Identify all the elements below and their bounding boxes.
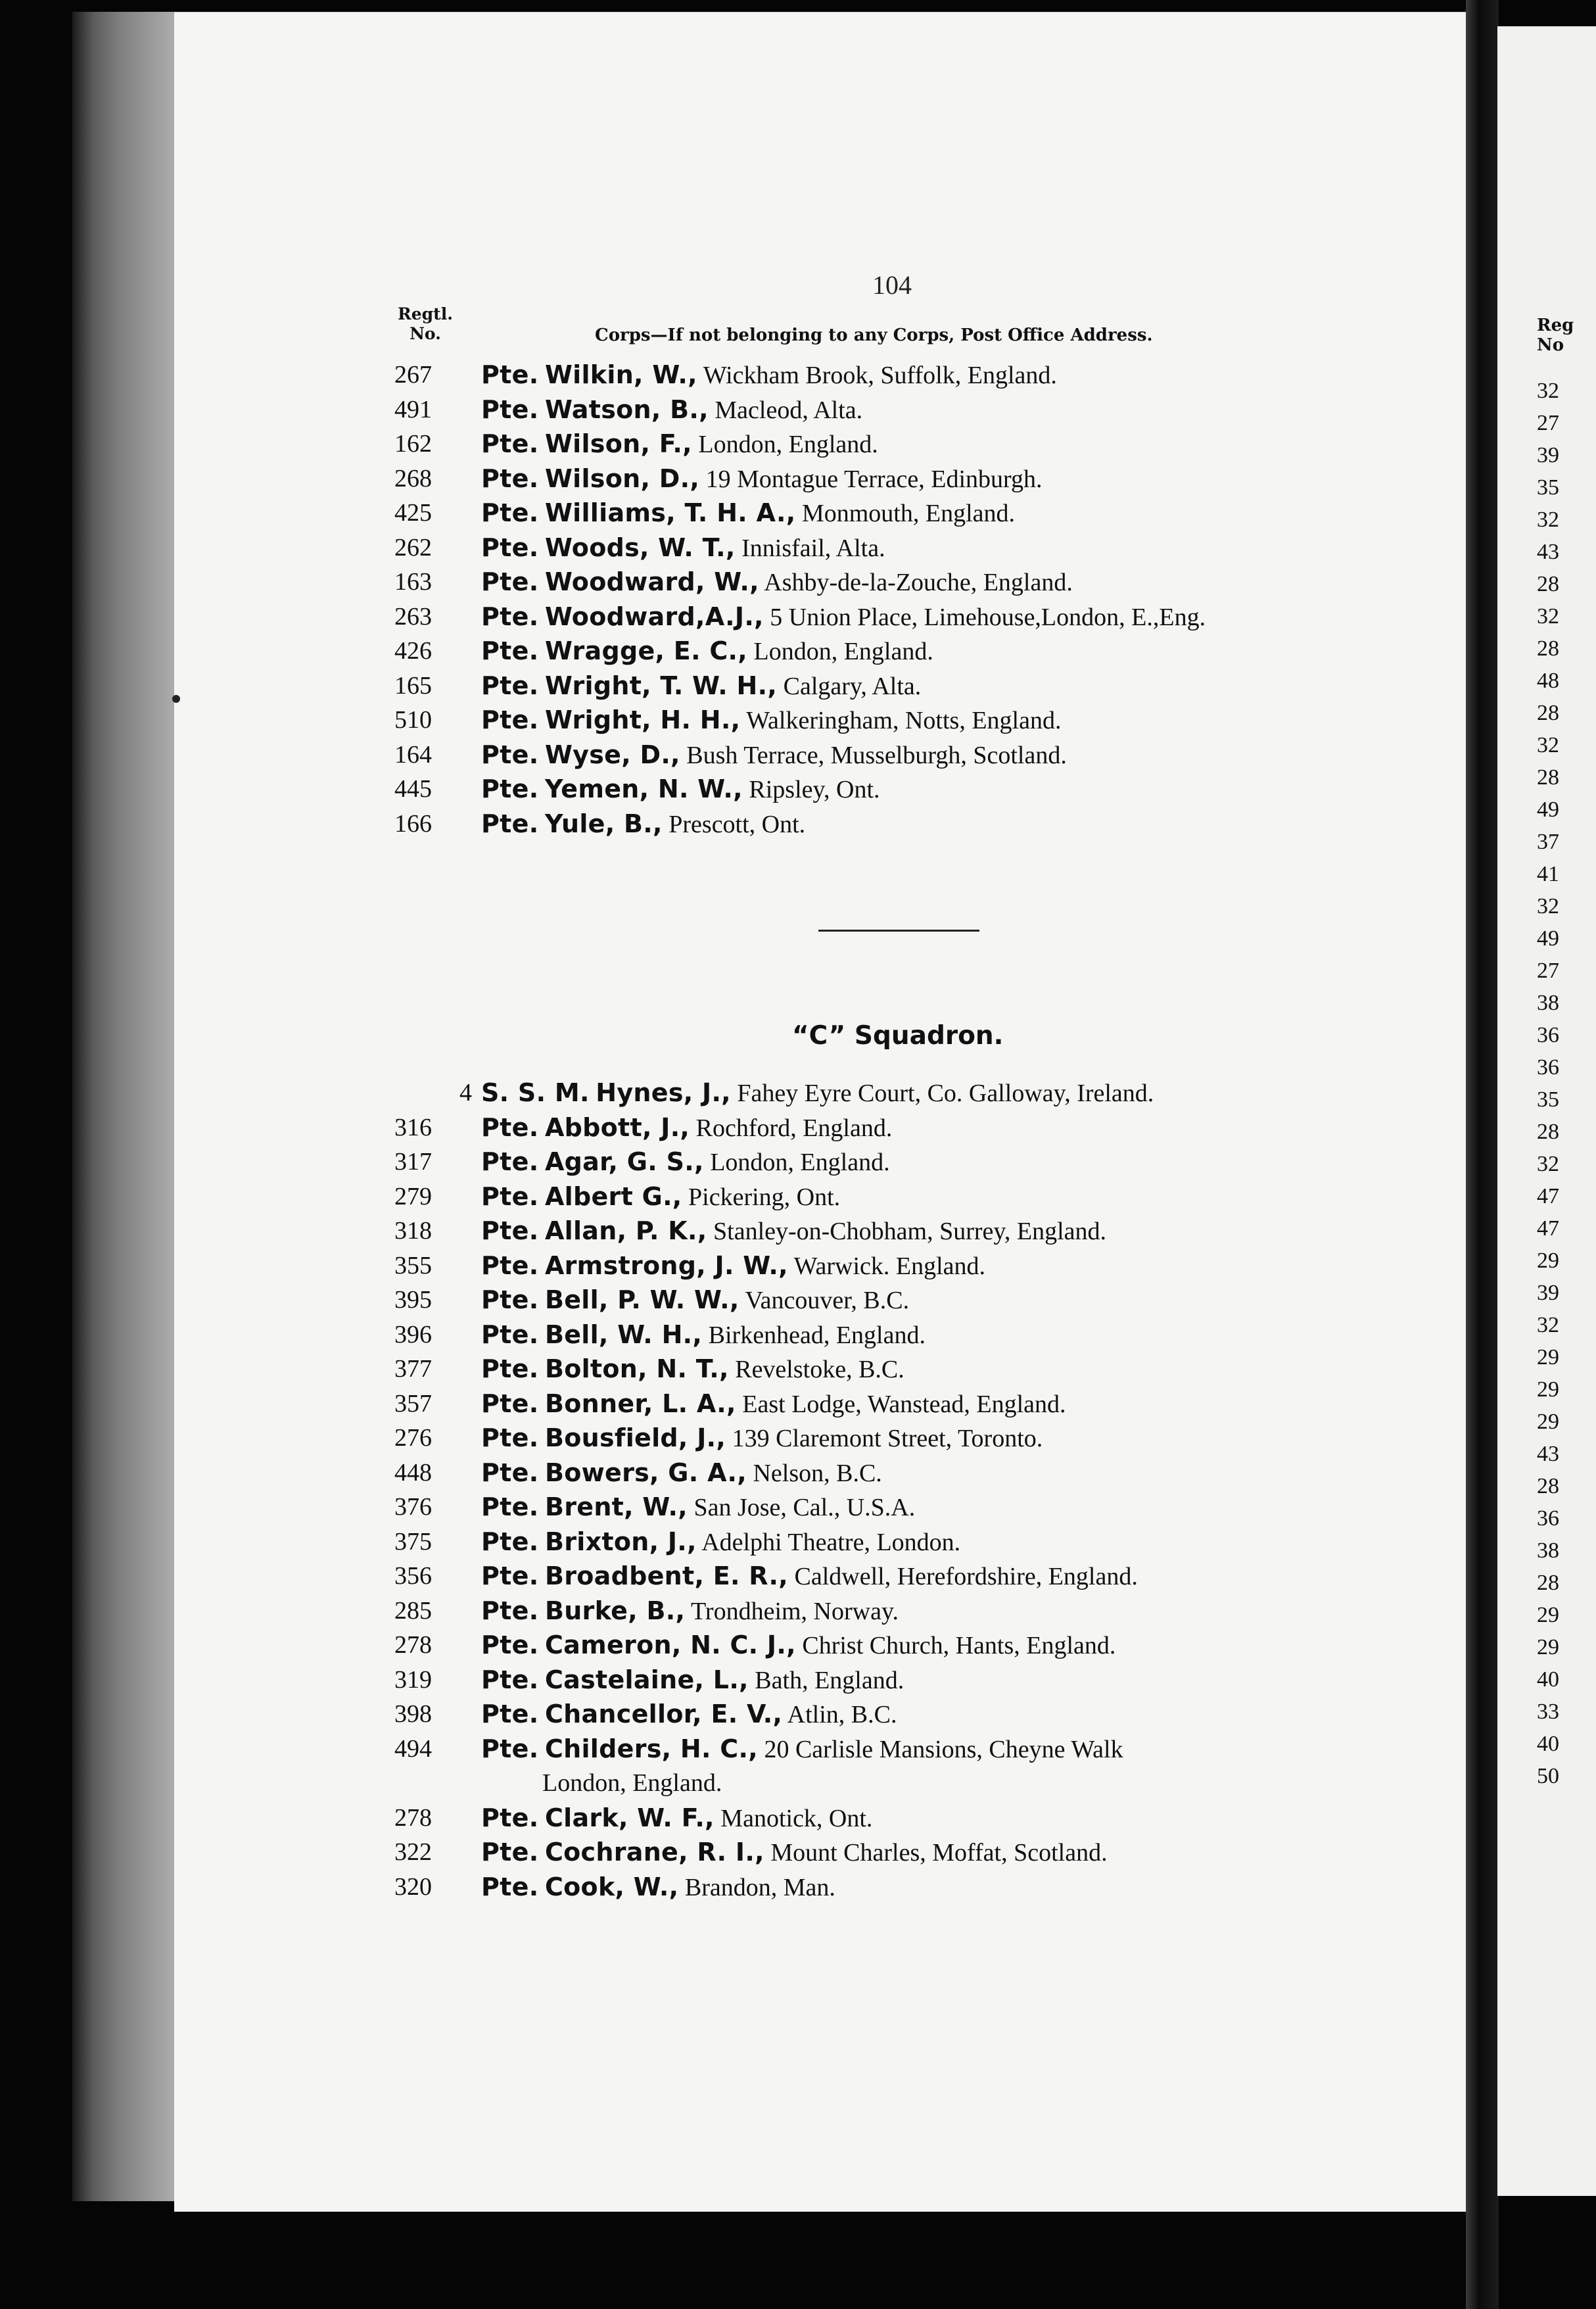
roster-entry-text bbox=[481, 1249, 985, 1284]
soldier-name: Woods, W. T., bbox=[544, 533, 736, 562]
rank: Pte. bbox=[481, 533, 539, 562]
address: London, England. bbox=[698, 431, 878, 458]
facing-page-number: 47 bbox=[1537, 1184, 1559, 1208]
facing-page-number: 28 bbox=[1537, 572, 1559, 596]
facing-page-number: 43 bbox=[1537, 540, 1559, 564]
roster-entry bbox=[0, 565, 1466, 600]
roster-entry bbox=[0, 496, 1466, 531]
soldier-name: Broadbent, E. R., bbox=[544, 1561, 789, 1590]
facing-page-number: 47 bbox=[1537, 1216, 1559, 1241]
facing-page-number: 49 bbox=[1537, 926, 1559, 951]
roster-entry bbox=[0, 1249, 1466, 1283]
rank: Pte. bbox=[481, 1700, 539, 1728]
address: Macleod, Alta. bbox=[715, 396, 863, 424]
rank: Pte. bbox=[481, 429, 539, 458]
roster-entry-line bbox=[0, 1732, 1466, 1767]
regimental-number: 317 bbox=[394, 1148, 432, 1176]
rank: Pte. bbox=[481, 671, 539, 700]
facing-page-number: 41 bbox=[1537, 862, 1559, 886]
facing-page-number: 29 bbox=[1537, 1249, 1559, 1273]
roster-entry-text bbox=[481, 1628, 1115, 1663]
rank: Pte. bbox=[481, 1665, 539, 1694]
regimental-number: 376 bbox=[394, 1493, 432, 1521]
roster-entry-text bbox=[481, 772, 880, 807]
address: Pickering, Ont. bbox=[688, 1183, 841, 1211]
roster-list-c-squadron bbox=[0, 1076, 1466, 1904]
address-continuation: London, England. bbox=[542, 1769, 722, 1797]
soldier-name: Brixton, J., bbox=[544, 1527, 697, 1556]
regimental-number: 276 bbox=[394, 1424, 432, 1452]
roster-entry bbox=[0, 1214, 1466, 1249]
soldier-name: Williams, T. H. A., bbox=[544, 498, 796, 527]
facing-page-number: 40 bbox=[1537, 1667, 1559, 1692]
facing-page-number: 35 bbox=[1537, 1087, 1559, 1112]
facing-page-number: 39 bbox=[1537, 1281, 1559, 1305]
roster-entry bbox=[0, 1456, 1466, 1490]
address: Revelstoke, B.C. bbox=[735, 1356, 904, 1383]
rank: Pte. bbox=[481, 1181, 539, 1211]
roster-entry-text bbox=[481, 1110, 892, 1146]
roster-entry-text bbox=[481, 462, 1043, 497]
regimental-number: 262 bbox=[394, 533, 432, 561]
address: Adelphi Theatre, London. bbox=[701, 1528, 961, 1556]
roster-entry bbox=[0, 1490, 1466, 1525]
roster-entry bbox=[0, 1110, 1466, 1145]
soldier-name: Armstrong, J. W., bbox=[544, 1250, 788, 1280]
roster-entry bbox=[0, 531, 1466, 565]
address: 5 Union Place, Limehouse,London, E.,Eng. bbox=[770, 603, 1206, 631]
facing-page-number: 29 bbox=[1537, 1603, 1559, 1627]
facing-page-number: 32 bbox=[1537, 1313, 1559, 1337]
regimental-number: 375 bbox=[394, 1527, 432, 1556]
roster-entry-text bbox=[481, 1145, 890, 1180]
facing-page-number: 29 bbox=[1537, 1635, 1559, 1659]
rank: Pte. bbox=[481, 1631, 539, 1659]
facing-page-number: 49 bbox=[1537, 797, 1559, 822]
facing-page-number: 29 bbox=[1537, 1410, 1559, 1434]
rank: Pte. bbox=[481, 1458, 539, 1487]
rank: Pte. bbox=[481, 1423, 539, 1452]
rank: Pte. bbox=[481, 1527, 539, 1556]
address: Wickham Brook, Suffolk, England. bbox=[703, 362, 1057, 389]
facing-page-number: 35 bbox=[1537, 475, 1559, 500]
roster-entry bbox=[0, 600, 1466, 634]
regimental-number: 355 bbox=[394, 1251, 432, 1279]
rank: Pte. bbox=[481, 774, 539, 803]
facing-page-number: 33 bbox=[1537, 1700, 1559, 1724]
roster-entry bbox=[0, 1421, 1466, 1456]
soldier-name: Clark, W. F., bbox=[544, 1803, 715, 1832]
roster-entry bbox=[0, 462, 1466, 496]
regimental-number: 4 bbox=[459, 1079, 472, 1107]
roster-entry-text bbox=[481, 1076, 1154, 1111]
roster-entry-text bbox=[481, 1870, 835, 1905]
roster-entry bbox=[0, 1076, 1466, 1110]
regimental-number: 166 bbox=[394, 809, 432, 838]
regimental-number: 163 bbox=[394, 568, 432, 596]
roster-entry bbox=[0, 358, 1466, 393]
column-header-regtl: Regtl. bbox=[398, 304, 453, 323]
roster-entry bbox=[0, 772, 1466, 807]
facing-header-line2: No bbox=[1537, 335, 1564, 355]
facing-page-number: 38 bbox=[1537, 991, 1559, 1015]
roster-entry-text bbox=[481, 1732, 1123, 1767]
facing-page-number: 29 bbox=[1537, 1377, 1559, 1402]
address: London, England. bbox=[710, 1149, 890, 1176]
rank: Pte. bbox=[481, 705, 539, 734]
roster-entry-text bbox=[481, 1352, 904, 1387]
soldier-name: Cook, W., bbox=[544, 1872, 679, 1901]
roster-entry-text bbox=[481, 1663, 904, 1698]
roster-entry-text bbox=[481, 703, 1061, 738]
facing-page-number: 28 bbox=[1537, 636, 1559, 661]
regimental-number: 426 bbox=[394, 637, 432, 665]
page-number: 104 bbox=[872, 270, 912, 300]
facing-page-number: 32 bbox=[1537, 604, 1559, 629]
rank: Pte. bbox=[481, 1216, 539, 1245]
roster-list-w bbox=[0, 358, 1466, 841]
facing-page-number: 39 bbox=[1537, 443, 1559, 467]
facing-page-fragment bbox=[1497, 26, 1596, 2196]
address: Vancouver, B.C. bbox=[745, 1287, 910, 1314]
roster-entry-text bbox=[481, 1318, 926, 1353]
regimental-number: 318 bbox=[394, 1217, 432, 1245]
facing-page-number: 32 bbox=[1537, 1152, 1559, 1176]
rank: Pte. bbox=[481, 464, 539, 493]
roster-entry-text bbox=[481, 393, 862, 428]
rank: Pte. bbox=[481, 1285, 539, 1314]
roster-entry bbox=[0, 1145, 1466, 1179]
roster-entry-text bbox=[481, 738, 1067, 773]
soldier-name: Allan, P. K., bbox=[544, 1216, 707, 1245]
regimental-number: 267 bbox=[394, 361, 432, 389]
rank: Pte. bbox=[481, 567, 539, 596]
address: Christ Church, Hants, England. bbox=[802, 1632, 1116, 1659]
address: 19 Montague Terrace, Edinburgh. bbox=[705, 465, 1043, 493]
facing-page-number: 36 bbox=[1537, 1506, 1559, 1531]
roster-entry bbox=[0, 1801, 1466, 1836]
soldier-name: Cameron, N. C. J., bbox=[544, 1631, 796, 1659]
roster-entry-text bbox=[481, 1421, 1043, 1456]
roster-entry bbox=[0, 1663, 1466, 1698]
address: San Jose, Cal., U.S.A. bbox=[693, 1494, 916, 1521]
regimental-number: 396 bbox=[394, 1320, 432, 1348]
rank: S. S. M. bbox=[481, 1078, 590, 1107]
roster-entry bbox=[0, 807, 1466, 842]
roster-entry bbox=[0, 1628, 1466, 1663]
soldier-name: Hynes, J., bbox=[596, 1078, 731, 1107]
address: Trondheim, Norway. bbox=[691, 1597, 899, 1625]
address: East Lodge, Wanstead, England. bbox=[742, 1390, 1066, 1418]
rank: Pte. bbox=[481, 602, 539, 631]
soldier-name: Bolton, N. T., bbox=[544, 1354, 729, 1383]
regimental-number: 494 bbox=[394, 1734, 432, 1763]
soldier-name: Wright, H. H., bbox=[544, 705, 741, 734]
facing-page-number: 27 bbox=[1537, 411, 1559, 435]
roster-entry bbox=[0, 1318, 1466, 1352]
roster-entry bbox=[0, 1870, 1466, 1905]
roster-entry-text bbox=[481, 358, 1057, 393]
roster-entry bbox=[0, 1732, 1466, 1801]
roster-entry bbox=[0, 738, 1466, 773]
soldier-name: Burke, B., bbox=[544, 1596, 686, 1625]
soldier-name: Yemen, N. W., bbox=[544, 774, 743, 803]
roster-entry-text bbox=[481, 1801, 872, 1836]
soldier-name: Abbott, J., bbox=[544, 1112, 690, 1142]
soldier-name: Wright, T. W. H., bbox=[544, 671, 778, 700]
roster-entry bbox=[0, 1179, 1466, 1214]
address: Walkeringham, Notts, England. bbox=[746, 707, 1062, 734]
soldier-name: Bell, P. W. W., bbox=[544, 1285, 739, 1314]
column-header-no: No. bbox=[410, 324, 441, 343]
regimental-number: 165 bbox=[394, 671, 432, 700]
facing-page-number: 32 bbox=[1537, 733, 1559, 757]
roster-entry-text bbox=[481, 1594, 899, 1629]
address: 20 Carlisle Mansions, Cheyne Walk bbox=[764, 1735, 1123, 1763]
address: Birkenhead, England. bbox=[708, 1321, 926, 1349]
facing-page-number: 36 bbox=[1537, 1055, 1559, 1080]
soldier-name: Bonner, L. A., bbox=[544, 1389, 736, 1418]
column-header-regtl-no bbox=[398, 304, 453, 344]
facing-page-number: 28 bbox=[1537, 765, 1559, 790]
facing-page-number: 28 bbox=[1537, 701, 1559, 725]
soldier-name: Cochrane, R. I., bbox=[544, 1838, 764, 1867]
roster-entry-text bbox=[481, 634, 933, 669]
soldier-name: Bowers, G. A., bbox=[544, 1458, 747, 1487]
roster-entry bbox=[0, 1594, 1466, 1629]
regimental-number: 448 bbox=[394, 1458, 432, 1487]
regimental-number: 357 bbox=[394, 1389, 432, 1417]
address: Innisfail, Alta. bbox=[741, 534, 885, 562]
regimental-number: 316 bbox=[394, 1113, 432, 1141]
soldier-name: Albert G., bbox=[544, 1181, 682, 1211]
address: Calgary, Alta. bbox=[783, 672, 922, 700]
address: Brandon, Man. bbox=[684, 1873, 835, 1901]
roster-entry-text bbox=[481, 1697, 897, 1732]
regimental-number: 395 bbox=[394, 1286, 432, 1314]
soldier-name: Woodward,A.J., bbox=[544, 602, 764, 631]
facing-page-number: 38 bbox=[1537, 1538, 1559, 1563]
regimental-number: 445 bbox=[394, 775, 432, 803]
facing-page-number: 32 bbox=[1537, 894, 1559, 918]
address: Bath, England. bbox=[755, 1666, 904, 1694]
rank: Pte. bbox=[481, 1320, 539, 1349]
rank: Pte. bbox=[481, 1803, 539, 1832]
regimental-number: 398 bbox=[394, 1700, 432, 1728]
rank: Pte. bbox=[481, 1596, 539, 1625]
roster-entry-text bbox=[481, 669, 921, 704]
facing-page-number: 28 bbox=[1537, 1571, 1559, 1595]
facing-header-line1: Reg bbox=[1537, 316, 1574, 335]
rank: Pte. bbox=[481, 394, 539, 424]
facing-page-number: 32 bbox=[1537, 508, 1559, 532]
roster-entry-text bbox=[481, 1456, 882, 1491]
regimental-number: 278 bbox=[394, 1803, 432, 1832]
regimental-number: 320 bbox=[394, 1872, 432, 1901]
roster-entry-text bbox=[481, 807, 805, 842]
soldier-name: Bell, W. H., bbox=[544, 1320, 703, 1349]
regimental-number: 285 bbox=[394, 1596, 432, 1625]
address: Ripsley, Ont. bbox=[749, 776, 880, 803]
regimental-number: 322 bbox=[394, 1838, 432, 1866]
rank: Pte. bbox=[481, 1561, 539, 1590]
address: Warwick. England. bbox=[793, 1252, 986, 1280]
roster-entry bbox=[0, 669, 1466, 703]
soldier-name: Yule, B., bbox=[544, 809, 663, 838]
facing-page-number: 48 bbox=[1537, 669, 1559, 693]
rank: Pte. bbox=[481, 636, 539, 665]
soldier-name: Wragge, E. C., bbox=[544, 636, 747, 665]
facing-page-number: 32 bbox=[1537, 379, 1559, 403]
roster-entry-text bbox=[481, 427, 878, 462]
roster-entry bbox=[0, 1283, 1466, 1318]
regimental-number: 279 bbox=[394, 1182, 432, 1210]
roster-entry bbox=[0, 1352, 1466, 1387]
soldier-name: Bousfield, J., bbox=[544, 1423, 726, 1452]
rank: Pte. bbox=[481, 1250, 539, 1280]
section-divider-rule bbox=[818, 930, 979, 932]
facing-page-number: 28 bbox=[1537, 1474, 1559, 1498]
facing-page-numbers bbox=[1537, 375, 1596, 1792]
roster-entry bbox=[0, 1559, 1466, 1594]
roster-entry bbox=[0, 634, 1466, 669]
soldier-name: Wyse, D., bbox=[544, 740, 680, 769]
soldier-name: Brent, W., bbox=[544, 1492, 688, 1521]
roster-entry bbox=[0, 393, 1466, 427]
facing-page-number: 50 bbox=[1537, 1764, 1559, 1788]
soldier-name: Wilson, D., bbox=[544, 464, 700, 493]
address: Mount Charles, Moffat, Scotland. bbox=[770, 1839, 1108, 1867]
squadron-heading: “C” Squadron. bbox=[792, 1021, 1004, 1051]
roster-entry-text bbox=[481, 1525, 960, 1560]
soldier-name: Watson, B., bbox=[544, 394, 709, 424]
rank: Pte. bbox=[481, 360, 539, 389]
roster-entry-text bbox=[481, 1490, 915, 1525]
soldier-name: Wilkin, W., bbox=[544, 360, 697, 389]
facing-page-number: 37 bbox=[1537, 830, 1559, 854]
regimental-number: 491 bbox=[394, 395, 432, 423]
roster-entry-text bbox=[481, 1179, 840, 1215]
rank: Pte. bbox=[481, 1492, 539, 1521]
regimental-number: 278 bbox=[394, 1631, 432, 1659]
roster-entry-text bbox=[481, 600, 1206, 635]
regimental-number: 510 bbox=[394, 706, 432, 734]
rank: Pte. bbox=[481, 1872, 539, 1901]
address: Prescott, Ont. bbox=[669, 810, 806, 838]
regimental-number: 425 bbox=[394, 499, 432, 527]
rank: Pte. bbox=[481, 1354, 539, 1383]
facing-page-number: 40 bbox=[1537, 1732, 1559, 1756]
column-header-address: Corps—If not belonging to any Corps, Post Office Address. bbox=[595, 325, 1153, 345]
rank: Pte. bbox=[481, 740, 539, 769]
facing-page-number: 27 bbox=[1537, 959, 1559, 983]
regimental-number: 164 bbox=[394, 740, 432, 769]
soldier-name: Wilson, F., bbox=[544, 429, 692, 458]
roster-entry-text bbox=[481, 565, 1073, 600]
address: Nelson, B.C. bbox=[753, 1459, 882, 1487]
address: Atlin, B.C. bbox=[787, 1701, 897, 1728]
soldier-name: Castelaine, L., bbox=[544, 1665, 749, 1694]
rank: Pte. bbox=[481, 1734, 539, 1763]
regimental-number: 263 bbox=[394, 602, 432, 631]
rank: Pte. bbox=[481, 1147, 539, 1176]
roster-entry-text bbox=[481, 1387, 1066, 1422]
roster-entry-text bbox=[481, 531, 885, 566]
rank: Pte. bbox=[481, 498, 539, 527]
regimental-number: 356 bbox=[394, 1562, 432, 1590]
address: Manotick, Ont. bbox=[720, 1804, 873, 1832]
roster-entry-text bbox=[481, 1283, 909, 1318]
rank: Pte. bbox=[481, 1112, 539, 1142]
facing-page-number: 36 bbox=[1537, 1023, 1559, 1047]
roster-entry-text bbox=[481, 1214, 1106, 1249]
soldier-name: Chancellor, E. V., bbox=[544, 1700, 783, 1728]
regimental-number: 268 bbox=[394, 464, 432, 492]
roster-entry bbox=[0, 1387, 1466, 1421]
address: Bush Terrace, Musselburgh, Scotland. bbox=[686, 741, 1067, 769]
book-gutter bbox=[1466, 0, 1499, 2309]
roster-entry bbox=[0, 1835, 1466, 1870]
address: Rochford, England. bbox=[695, 1114, 893, 1142]
address: 139 Claremont Street, Toronto. bbox=[732, 1425, 1043, 1452]
address: Caldwell, Herefordshire, England. bbox=[794, 1563, 1138, 1590]
address: Stanley-on-Chobham, Surrey, England. bbox=[713, 1218, 1107, 1245]
roster-entry bbox=[0, 1525, 1466, 1559]
rank: Pte. bbox=[481, 1389, 539, 1418]
roster-entry bbox=[0, 1697, 1466, 1732]
regimental-number: 162 bbox=[394, 430, 432, 458]
regimental-number: 377 bbox=[394, 1355, 432, 1383]
address: London, England. bbox=[753, 638, 933, 665]
soldier-name: Woodward, W., bbox=[544, 567, 759, 596]
rank: Pte. bbox=[481, 809, 539, 838]
facing-page-column-header bbox=[1537, 316, 1574, 355]
facing-page-number: 28 bbox=[1537, 1120, 1559, 1144]
regimental-number: 319 bbox=[394, 1665, 432, 1694]
roster-entry-text bbox=[481, 1835, 1108, 1870]
address: Fahey Eyre Court, Co. Galloway, Ireland. bbox=[737, 1080, 1154, 1107]
facing-page-number: 43 bbox=[1537, 1442, 1559, 1466]
roster-entry bbox=[0, 703, 1466, 738]
facing-page-number: 29 bbox=[1537, 1345, 1559, 1369]
rank: Pte. bbox=[481, 1838, 539, 1867]
roster-entry-text bbox=[481, 1559, 1138, 1594]
address: Ashby-de-la-Zouche, England. bbox=[764, 569, 1073, 596]
roster-entry-text bbox=[481, 496, 1015, 531]
roster-entry bbox=[0, 427, 1466, 462]
soldier-name: Agar, G. S., bbox=[544, 1147, 704, 1176]
soldier-name: Childers, H. C., bbox=[544, 1734, 758, 1763]
address: Monmouth, England. bbox=[801, 500, 1015, 527]
